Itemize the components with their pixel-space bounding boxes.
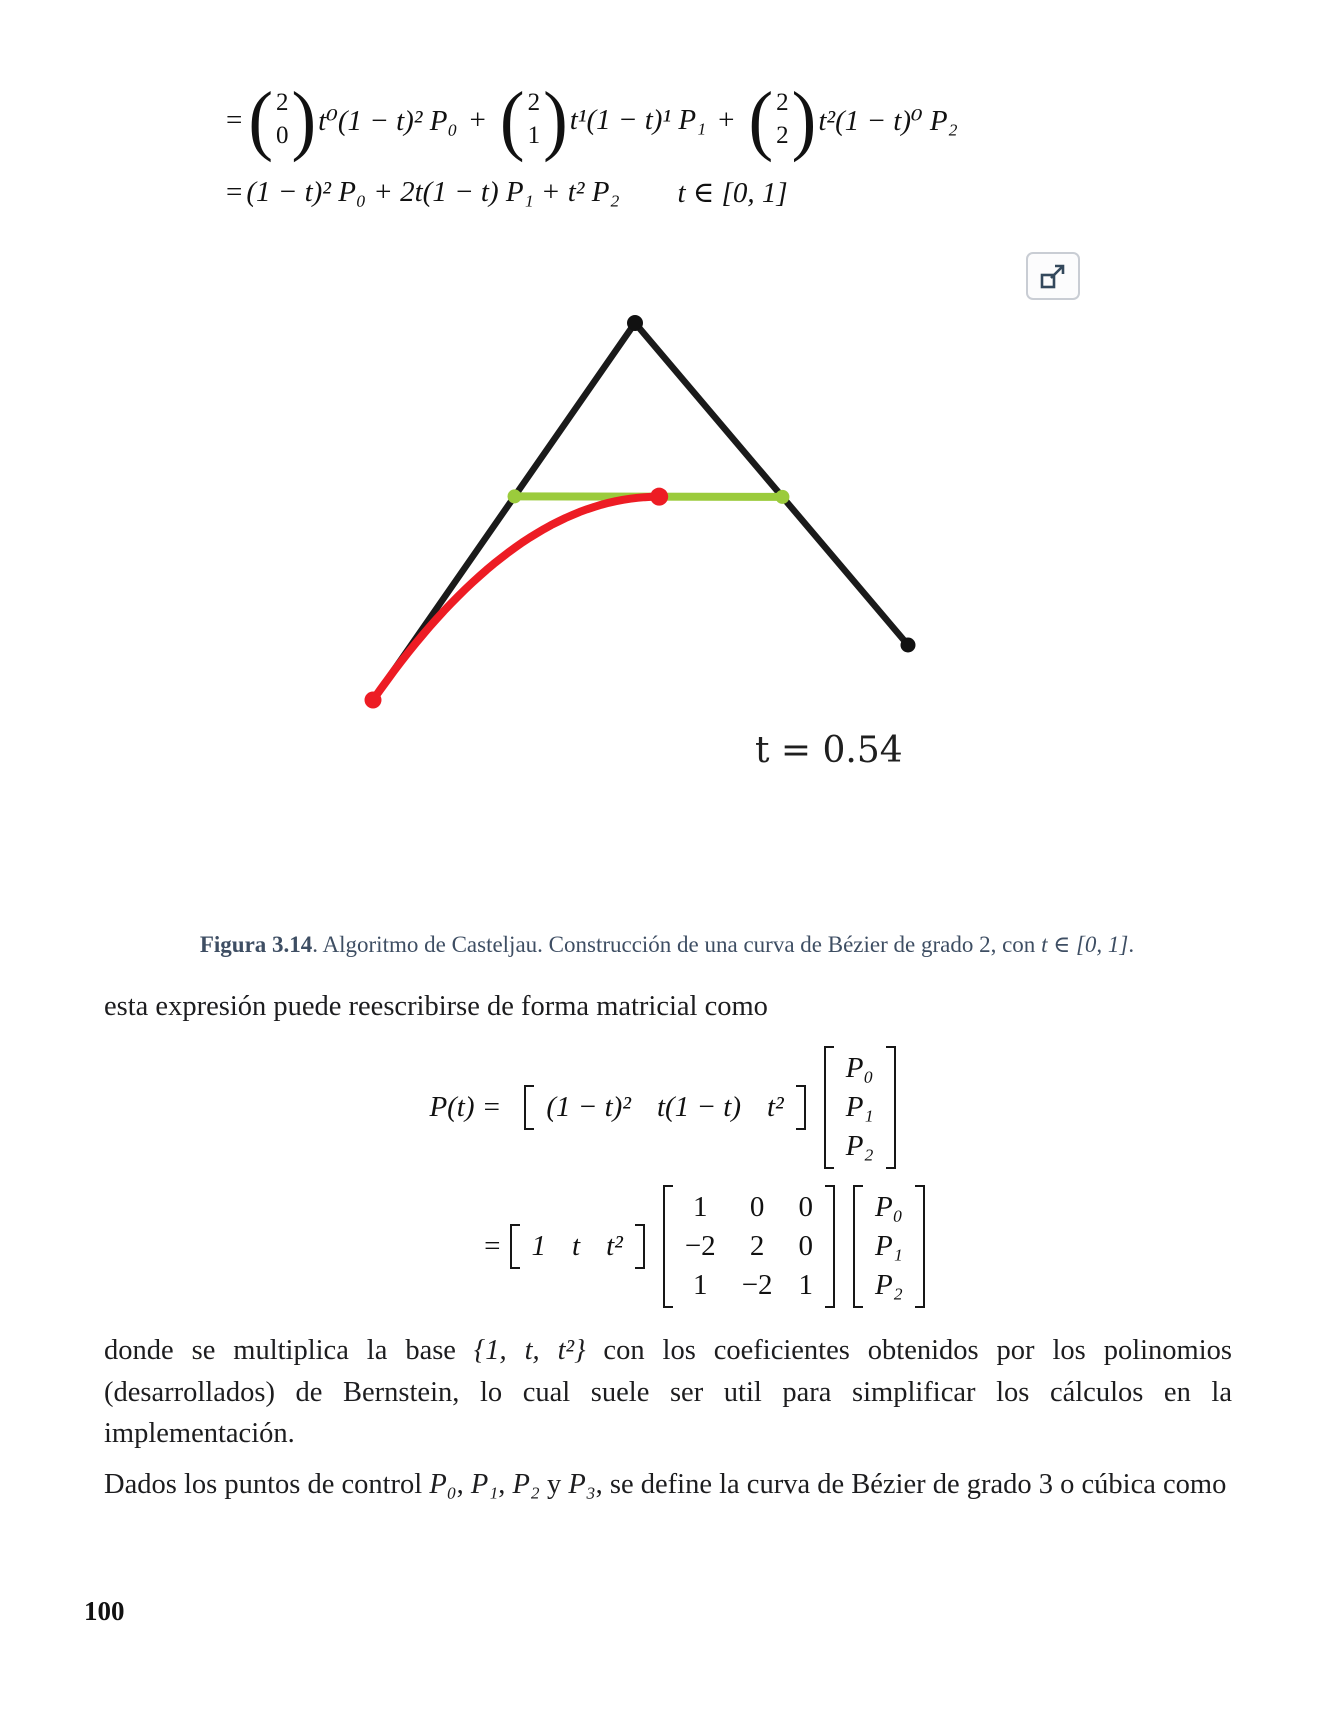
term-expression: t¹(1 − t)¹ P₁ xyxy=(569,103,707,136)
bernstein-coefficient-matrix xyxy=(663,1185,835,1308)
figure-caption-period: . xyxy=(1128,932,1135,957)
paragraph-dados xyxy=(104,1464,1232,1506)
casteljau-figure xyxy=(0,300,1334,800)
figure-canvas[interactable] xyxy=(270,300,970,800)
paragraph-text: , xyxy=(456,1469,471,1500)
binomial-values xyxy=(525,87,544,152)
binomial-k: 1 xyxy=(527,121,541,149)
inline-math: P₁ xyxy=(470,1469,499,1500)
binomial-coefficient xyxy=(248,76,317,164)
matrix-cell: t xyxy=(572,1230,581,1262)
inline-math: P₃ xyxy=(568,1469,596,1500)
matrix-cell: P₀ xyxy=(875,1191,903,1223)
control-point-P2[interactable] xyxy=(901,638,916,653)
equation-line-1 xyxy=(226,74,958,166)
matrix-cell: P₁ xyxy=(875,1230,903,1262)
inline-math: {1, t, t²} xyxy=(473,1335,586,1366)
term-expression: t²(1 − t)⁰ P₂ xyxy=(818,104,958,137)
matrix-cell: t(1 − t) xyxy=(656,1091,741,1123)
figure-t-label: t = 0.54 xyxy=(755,730,903,771)
figure-caption-label: Figura 3.14 xyxy=(199,932,313,957)
bracket-left xyxy=(510,1224,520,1269)
paragraph-text: con los coeficientes obtenidos por los polinomios (desarrollados) de Bernstein, lo cual suele ser util para simplificar los cálculos en la implementación. xyxy=(104,1335,1232,1450)
matrix-cell: t² xyxy=(606,1230,623,1262)
binomial-n: 2 xyxy=(276,89,289,117)
matrix-cell: 0 xyxy=(798,1191,814,1223)
matrix-cell: −2 xyxy=(684,1230,716,1262)
bracket-right xyxy=(796,1085,806,1130)
paren-left: ( xyxy=(499,76,525,164)
matrix-cell: 1 xyxy=(798,1269,814,1301)
interp-point-Q1 xyxy=(775,490,789,504)
figure-caption-text: . Algoritmo de Casteljau. Construcción de una curva de Bézier de grado 2, con xyxy=(312,932,1042,957)
plus-operator: + xyxy=(469,103,486,136)
bracket-left xyxy=(663,1185,673,1308)
bracket-left xyxy=(853,1185,863,1308)
control-polygon-segment-2 xyxy=(635,323,908,645)
control-points-column-vector xyxy=(853,1185,925,1308)
matrix-cell: 0 xyxy=(749,1191,765,1223)
paragraph-text: , se define la curva de Bézier de grado 3 o cúbica como xyxy=(595,1469,1227,1500)
equals-sign: = xyxy=(226,175,243,208)
binomial-n: 2 xyxy=(776,89,789,117)
matrix-equation-2 xyxy=(42,1185,1334,1308)
curve-point[interactable] xyxy=(650,488,668,506)
bezier-expansion-equations xyxy=(226,74,958,214)
paragraph-text: , xyxy=(498,1469,513,1500)
bracket-right xyxy=(825,1185,835,1308)
control-point-P1[interactable] xyxy=(627,315,643,331)
matrix-cell: P₂ xyxy=(845,1130,874,1162)
basis-row-vector xyxy=(524,1085,805,1130)
paragraph-text: y xyxy=(539,1469,569,1500)
matrix-cell: 0 xyxy=(798,1230,814,1262)
control-point-P0[interactable] xyxy=(365,692,382,709)
paren-right: ) xyxy=(291,76,317,164)
plus-operator: + xyxy=(718,103,735,136)
paragraph-donde xyxy=(104,1330,1232,1455)
paren-left: ( xyxy=(748,76,774,164)
matrix-equations xyxy=(0,1046,1334,1308)
binomial-k: 2 xyxy=(776,121,789,149)
paren-left: ( xyxy=(248,76,274,164)
equals-sign: = xyxy=(226,103,243,136)
expand-figure-button[interactable] xyxy=(1026,252,1080,300)
binomial-values xyxy=(273,87,292,152)
expand-icon xyxy=(1039,262,1067,290)
page-number: 100 xyxy=(84,1596,125,1626)
matrix-cell: 1 xyxy=(531,1230,546,1262)
matrix-cell: t² xyxy=(766,1091,784,1123)
matrix-cell: 1 xyxy=(693,1269,708,1301)
bracket-right xyxy=(886,1046,896,1169)
paragraph-text: donde se multiplica la base xyxy=(104,1335,474,1366)
control-points-column-vector xyxy=(824,1046,896,1169)
inline-math: P₀ xyxy=(429,1469,457,1500)
bracket-right xyxy=(915,1185,925,1308)
paragraph-intro xyxy=(104,986,1232,1028)
inline-math: P₂ xyxy=(512,1469,540,1500)
matrix-cell: −2 xyxy=(741,1269,773,1301)
binomial-coefficient xyxy=(499,76,568,164)
interp-point-Q0 xyxy=(507,489,521,503)
bezier-curve xyxy=(373,497,659,700)
matrix-cell: 2 xyxy=(749,1230,765,1262)
binomial-coefficient xyxy=(748,76,817,164)
monomial-basis-row-vector xyxy=(510,1224,645,1269)
expanded-expression: (1 − t)² P₀ + 2t(1 − t) P₁ + t² P₂ xyxy=(246,175,620,208)
bracket-right xyxy=(635,1224,645,1269)
parameter-domain: t ∈ [0, 1] xyxy=(677,176,788,209)
binomial-n: 2 xyxy=(527,89,541,117)
equals-sign: = xyxy=(484,1230,501,1262)
paren-right: ) xyxy=(543,76,568,164)
bracket-left xyxy=(524,1085,534,1130)
figure-caption xyxy=(50,932,1284,958)
paragraph-text: esta expresión puede reescribirse de forma matricial como xyxy=(104,991,768,1022)
equation-line-2 xyxy=(226,170,958,214)
term-expression: t⁰(1 − t)² P₀ xyxy=(318,104,458,137)
binomial-k: 0 xyxy=(276,121,289,149)
paren-right: ) xyxy=(791,76,817,164)
matrix-cell: (1 − t)² xyxy=(546,1091,631,1123)
figure-caption-math: t ∈ [0, 1] xyxy=(1041,932,1129,957)
paragraph-text: Dados los puntos de control xyxy=(104,1469,430,1500)
matrix-equation-1 xyxy=(0,1046,1334,1169)
matrix-lhs: P(t) = xyxy=(429,1091,502,1123)
matrix-cell: P₂ xyxy=(875,1269,903,1301)
binomial-values xyxy=(773,87,792,152)
bracket-left xyxy=(824,1046,834,1169)
matrix-cell: P₁ xyxy=(845,1091,874,1123)
matrix-cell: P₀ xyxy=(845,1052,874,1084)
matrix-cell: 1 xyxy=(693,1191,708,1223)
